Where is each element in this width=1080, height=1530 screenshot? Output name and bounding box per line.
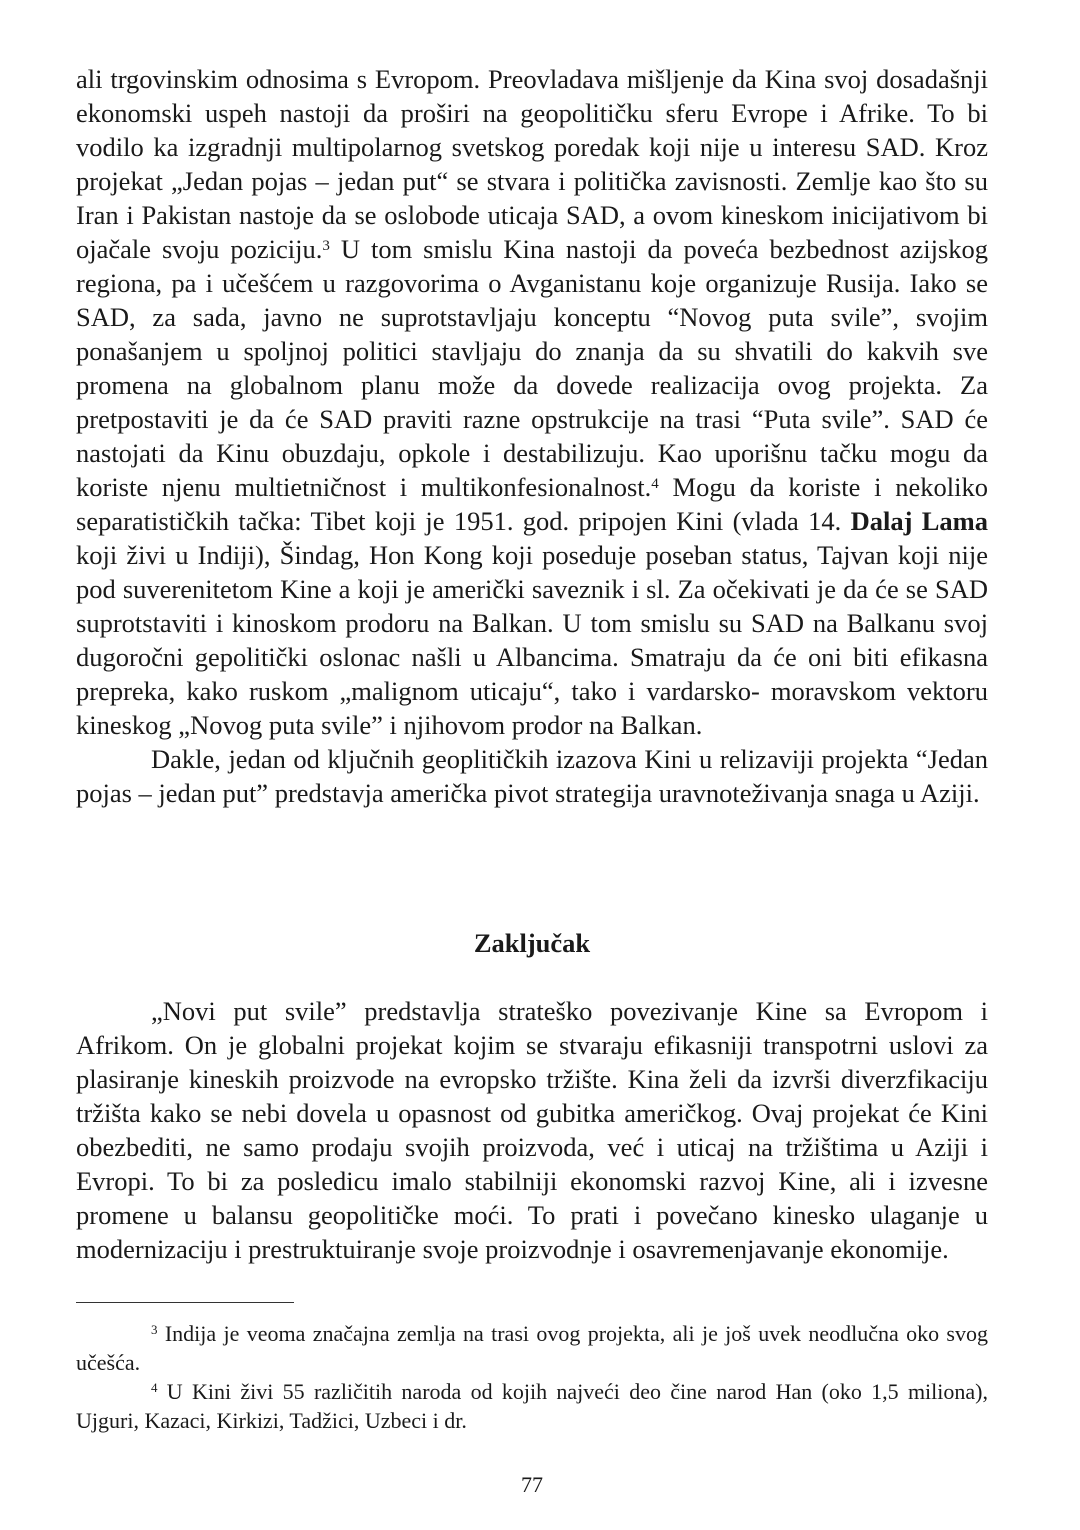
footnote-marker: 4 — [151, 1379, 158, 1395]
footnote-ref-3[interactable]: 3 — [322, 237, 330, 254]
main-text — [76, 62, 988, 810]
footnote-marker: 3 — [151, 1321, 158, 1337]
text-run: U tom smislu Kina nastoji da poveća bezbednost azijskog regiona, pa i učešćem u razgovorima o Avganistanu koje organizuje Rusija. Iako se SAD, za sada, javno ne suprotstavljaju konceptu “Novog puta svile”, svojim ponašanjem u spoljnoj politici stavljaju do znanja da su shvatili do kakvih sve promena na globalnom planu može da dovede realizacija ovog projekta. Za pretpostaviti je da će SAD praviti razne opstrukcije na trasi “Puta svile”. SAD će nastojati da Kinu obuzdaju, opkole i destabilizuju. Kao uporišnu tačku mogu da koriste njenu multietničnost i multikonfesionalnost. — [76, 234, 988, 502]
bold-name: Dalaj Lama — [850, 506, 988, 536]
footnote-ref-4[interactable]: 4 — [651, 475, 659, 492]
footnote-divider — [76, 1302, 294, 1303]
conclusion-paragraph: „Novi put svile” predstavlja strateško povezivanje Kine sa Evropom i Afrikom. On je globalni projekat kojim se stvaraju efikasniji transpotrni uslovi za plasiranje kineskih proizvode na evropsko tržište. Kina želi da izvrši diverzfikaciju tržišta kako se nebi dovela u opasnost od gubitka američkog. Ovaj projekat će Kini obezbediti, ne samo prodaju svojih proizvoda, već i uticaj na tržištima u Aziji i Evropi. To bi za posledicu imalo stabilniji ekonomski razvoj Kine, ali i izvesne promene u balansu geopolitičke moći. To prati i povečano kinesko ulaganje u modernizaciju i prestruktuiranje svoje proizvodnje i osavremenjavanje ekonomije. — [76, 996, 988, 1264]
footnote-text: Indija je veoma značajna zemlja na trasi ovog projekta, ali je još uvek neodlučna oko svog učešća. — [76, 1321, 988, 1375]
footnote-text: U Kini živi 55 različitih naroda od kojih najveći deo čine narod Han (oko 1,5 miliona), Ujguri, Kazaci, Kirkizi, Tadžici, Uzbeci i dr. — [76, 1379, 988, 1433]
document-page — [76, 62, 988, 1522]
footnote-4 — [76, 1377, 988, 1435]
page-number: 77 — [521, 1472, 543, 1497]
text-run: ali trgovinskim odnosima s Evropom. Preovladava mišljenje da Kina svoj dosadašnji ekonomski uspeh nastoji da proširi na geopolitičku sferu Evrope i Afrike. To bi vodilo ka izgradnji multipolarnog svetskog poredak koji nije u interesu SAD. Kroz projekat „Jedan pojas – jedan put“ se stvara i politička zavisnosti. Zemlje kao što su Iran i Pakistan nastoje da se oslobode uticaja SAD, a ovom kineskom inicijativom bi ojačale svoju poziciju. — [76, 64, 988, 264]
section-heading: Zaključak — [473, 928, 591, 958]
body-paragraph-2: Dakle, jedan od ključnih geoplitičkih izazova Kini u relizaviji projekta “Jedan pojas – jedan put” predstavja američka pivot strategija uravnoteživanja snaga u Aziji. — [76, 744, 988, 808]
footnotes — [76, 1319, 988, 1435]
conclusion-text — [76, 994, 988, 1266]
footnote-3 — [76, 1319, 988, 1377]
text-run: Mogu da koriste i nekoliko separatističkih tačka: Tibet koji je 1951. god. pripojen Kini (vlada 14. — [76, 472, 988, 536]
text-run: koji živi u Indiji), Šindag, Hon Kong koji poseduje poseban status, Tajvan koji nije pod suverenitetom Kine a koji je američki saveznik i sl. Za očekivati je da će se SAD suprotstaviti i kinoskom prodoru na Balkan. U tom smislu su SAD na Balkanu svoj dugoročni gepolitički oslonac našli u Albancima. Smatraju da će oni biti efikasna prepreka, kako ruskom „malignom uticaju“, tako i vardarsko- moravskom vektoru kineskog „Novog puta svile” i njihovom prodor na Balkan. — [76, 540, 988, 740]
body-paragraph-1 — [76, 62, 988, 742]
